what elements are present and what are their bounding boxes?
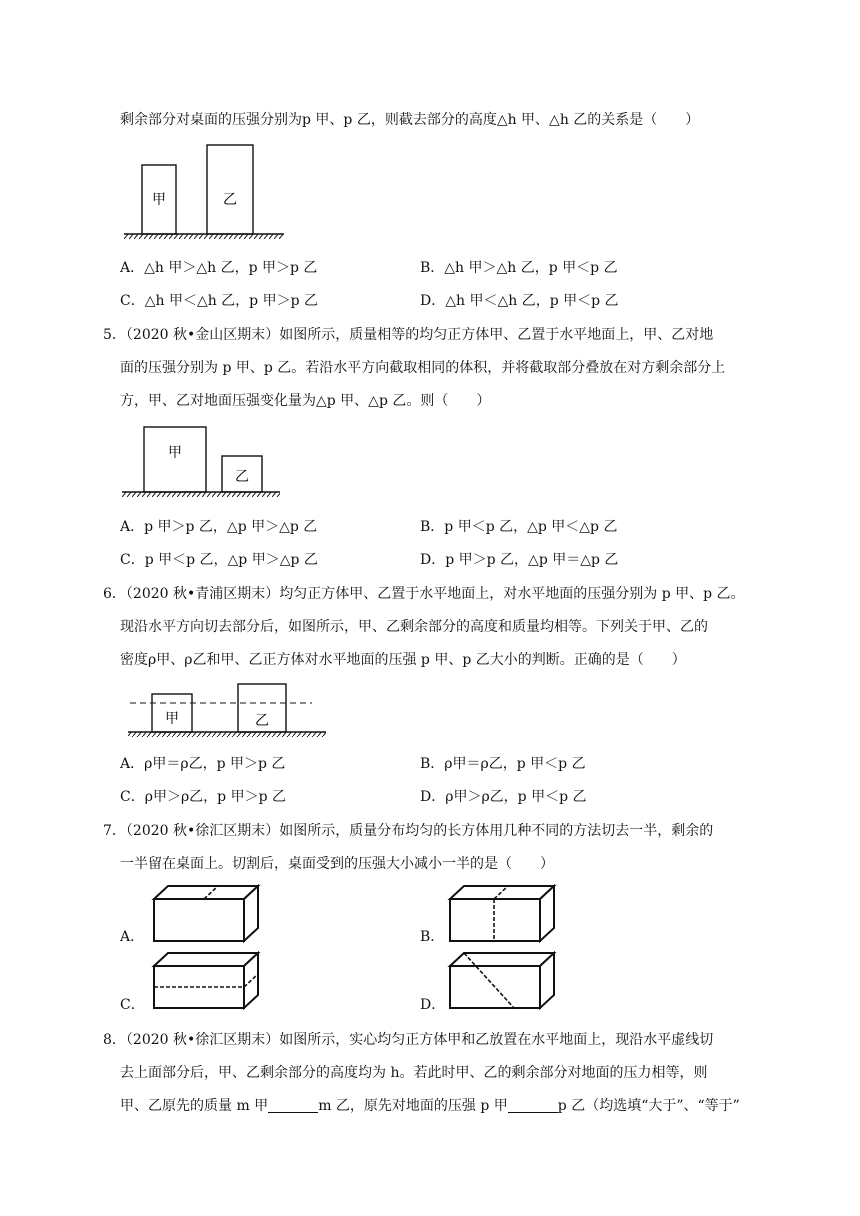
q8-line3-part1: 甲、乙原先的质量 m 甲 — [120, 1098, 269, 1114]
label-jia: 甲 — [168, 445, 182, 461]
label-jia: 甲 — [152, 192, 166, 208]
q5-option-b[interactable]: B．p 甲＜p 乙，△p 甲＜△p 乙 — [420, 519, 618, 535]
q8-stem-line-2: 去上面部分后，甲、乙剩余部分的高度均为 h。若此时甲、乙的剩余部分对地面的压力相等，则 — [120, 1065, 708, 1081]
q7-figure-b[interactable] — [446, 883, 566, 945]
ground-hatch — [122, 492, 280, 497]
q5-option-d[interactable]: D．p 甲＞p 乙，△p 甲＝△p 乙 — [420, 552, 619, 568]
block-yi — [207, 145, 253, 234]
q6-option-a[interactable]: A．ρ甲＝ρ乙，p 甲＞p 乙 — [120, 756, 286, 772]
q4-stem-line: 剩余部分对桌面的压强分别为p 甲、p 乙，则截去部分的高度△h 甲、△h 乙的关系是（ ） — [120, 112, 700, 128]
answer-blank-mass[interactable] — [268, 1098, 318, 1113]
q4-option-d[interactable]: D．△h 甲＜△h 乙，p 甲＜p 乙 — [420, 293, 619, 309]
q7-option-d-letter[interactable]: D． — [420, 997, 446, 1013]
answer-blank-pressure[interactable] — [508, 1098, 558, 1113]
q7-stem-line-1: 7．（2020 秋•徐汇区期末）如图所示，质量分布均匀的长方体用几种不同的方法切去一半，剩余的 — [103, 823, 714, 839]
q4-figure — [124, 143, 284, 241]
q8-line3-part3: p 乙（均选填“大于”、“等于” — [557, 1098, 740, 1114]
q8-stem-line-1: 8．（2020 秋•徐汇区期末）如图所示，实心均匀正方体甲和乙放置在水平地面上，现沿水平虚线切 — [103, 1032, 714, 1048]
ground-hatch — [124, 234, 284, 239]
q8-stem-line-3 — [120, 1096, 740, 1116]
q4-option-c[interactable]: C．△h 甲＜△h 乙，p 甲＞p 乙 — [120, 293, 319, 309]
q7-figure-c[interactable] — [150, 950, 270, 1012]
q5-option-c[interactable]: C．p 甲＜p 乙，△p 甲＞△p 乙 — [120, 552, 318, 568]
q7-option-b-letter[interactable]: B． — [420, 929, 445, 945]
q5-stem-line-2: 面的压强分别为 p 甲、p 乙。若沿水平方向截取相同的体积，并将截取部分叠放在对方剩余部分上 — [120, 360, 726, 376]
q6-stem-line-3: 密度ρ甲、ρ乙和甲、乙正方体对水平地面的压强 p 甲、p 乙大小的判断。正确的是（ ） — [120, 652, 686, 668]
label-yi: 乙 — [255, 713, 269, 729]
q5-stem-line-1: 5．（2020 秋•金山区期末）如图所示，质量相等的均匀正方体甲、乙置于水平地面上，甲、乙对地 — [103, 327, 714, 343]
q5-option-a[interactable]: A．p 甲＞p 乙，△p 甲＞△p 乙 — [120, 519, 318, 535]
q5-figure — [122, 425, 282, 505]
q6-option-c[interactable]: C．ρ甲＞ρ乙，p 甲＞p 乙 — [120, 789, 286, 805]
q7-option-c-letter[interactable]: C． — [120, 997, 145, 1013]
q6-figure — [128, 682, 328, 742]
q7-option-a-letter[interactable]: A． — [120, 929, 145, 945]
q6-stem-line-1: 6．（2020 秋•青浦区期末）均匀正方体甲、乙置于水平地面上，对水平地面的压强分别为 p 甲、p 乙。 — [103, 586, 745, 602]
label-yi: 乙 — [223, 192, 237, 208]
label-jia: 甲 — [165, 711, 179, 727]
q6-option-b[interactable]: B．ρ甲＝ρ乙，p 甲＜p 乙 — [420, 756, 586, 772]
q7-figure-d[interactable] — [446, 950, 566, 1012]
q8-line3-part2: m 乙，原先对地面的压强 p 甲 — [318, 1098, 508, 1114]
q6-option-d[interactable]: D．ρ甲＞ρ乙，p 甲＜p 乙 — [420, 789, 587, 805]
q4-option-b[interactable]: B．△h 甲＞△h 乙，p 甲＜p 乙 — [420, 260, 618, 276]
q4-option-a[interactable]: A．△h 甲＞△h 乙，p 甲＞p 乙 — [120, 260, 318, 276]
q7-figure-a[interactable] — [150, 883, 270, 945]
q5-stem-line-3: 方，甲、乙对地面压强变化量为△p 甲、△p 乙。则（ ） — [120, 393, 491, 409]
q7-stem-line-2: 一半留在桌面上。切割后，桌面受到的压强大小减小一半的是（ ） — [120, 856, 554, 872]
q6-stem-line-2: 现沿水平方向切去部分后，如图所示，甲、乙剩余部分的高度和质量均相等。下列关于甲、乙的 — [120, 619, 708, 635]
ground-hatch — [128, 732, 326, 737]
label-yi: 乙 — [235, 469, 249, 485]
